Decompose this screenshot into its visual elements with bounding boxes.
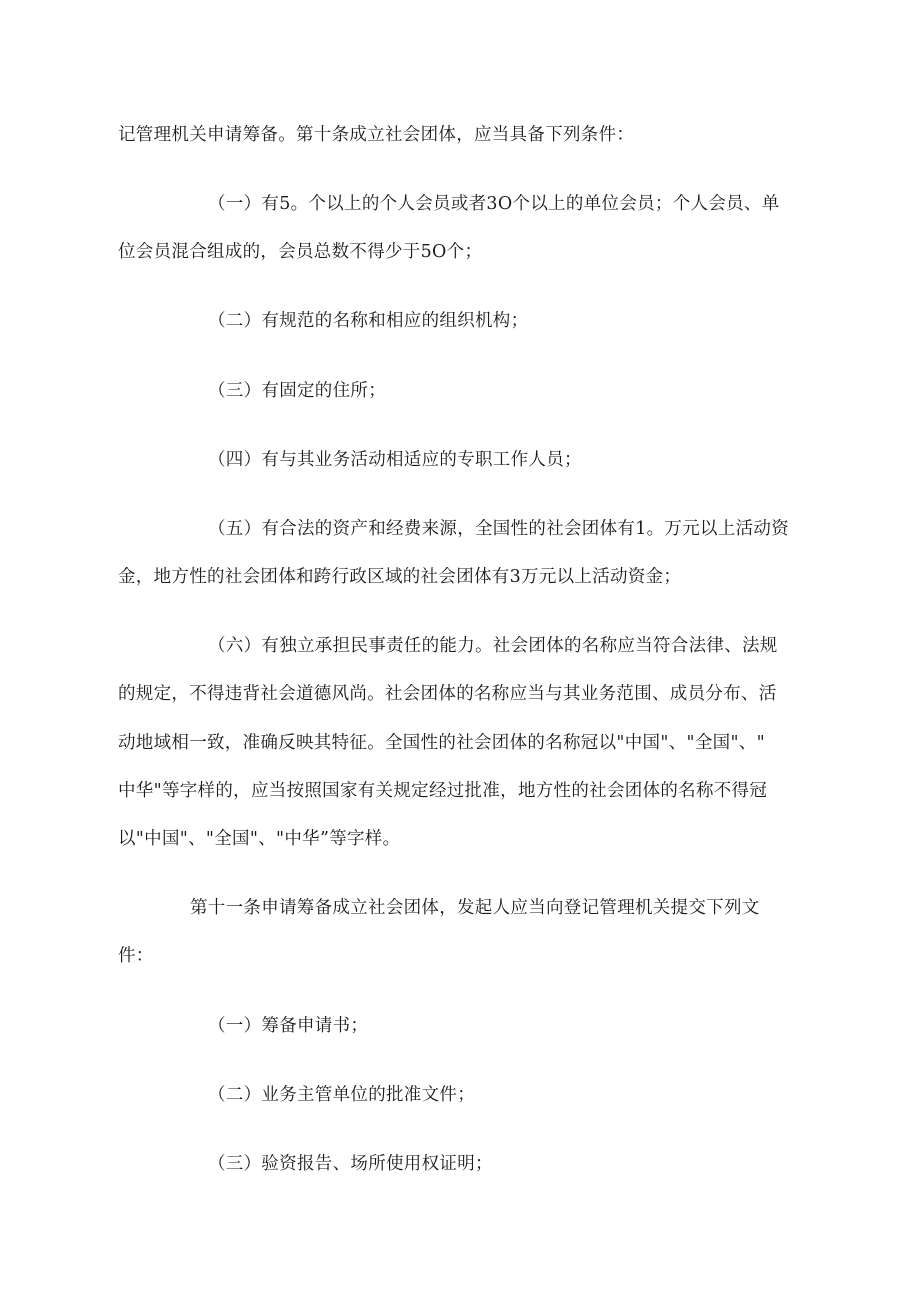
text-line: 件：: [118, 946, 154, 966]
text-line: （一）筹备申请书；: [208, 1016, 369, 1036]
text-line: 动地域相一致，准确反映其特征。全国性的社会团体的名称冠以"中国"、"全国"、": [118, 733, 765, 753]
text-line: （三）验资报告、场所使用权证明；: [208, 1154, 493, 1174]
text-line: 中华"等字样的，应当按照国家有关规定经过批准，地方性的社会团体的名称不得冠: [118, 781, 768, 801]
text-line: （六）有独立承担民事责任的能力。社会团体的名称应当符合法律、法规: [208, 636, 778, 656]
text-line: 的规定，不得违背社会道德风尚。社会团体的名称应当与其业务范围、成员分布、活: [118, 684, 777, 704]
text-line: （四）有与其业务活动相适应的专职工作人员；: [208, 450, 582, 470]
text-line: （二）有规范的名称和相应的组织机构；: [208, 311, 529, 331]
text-line: 记管理机关申请筹备。第十条成立社会团体，应当具备下列条件：: [118, 125, 635, 145]
text-line: （一）有5。个以上的个人会员或者3O个以上的单位会员；个人会员、单: [208, 194, 780, 214]
text-line: （三）有固定的住所；: [208, 381, 386, 401]
text-line: 以"中国"、"全国"、"中华”等字样。: [118, 829, 401, 849]
text-line: 第十一条申请筹备成立社会团体，发起人应当向登记管理机关提交下列文: [190, 898, 760, 918]
text-line: 金，地方性的社会团体和跨行政区域的社会团体有3万元以上活动资金；: [118, 567, 682, 587]
text-line: 位会员混合组成的，会员总数不得少于5O个；: [118, 242, 483, 262]
text-line: （五）有合法的资产和经费来源，全国性的社会团体有1。万元以上活动资: [208, 519, 790, 539]
text-line: （二）业务主管单位的批准文件；: [208, 1085, 475, 1105]
